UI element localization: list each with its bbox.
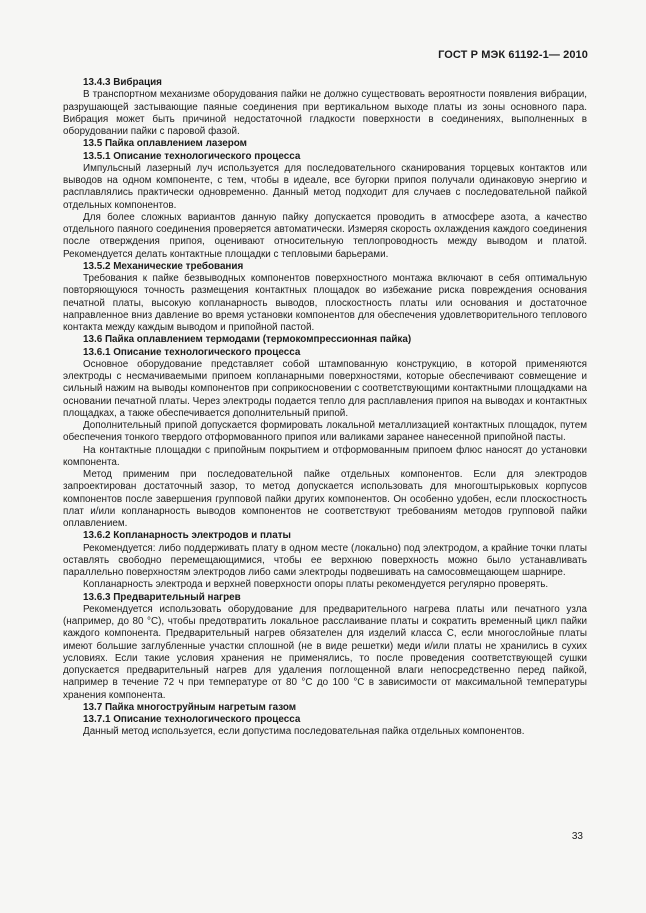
paragraph: На контактные площадки с припойным покрытием и отформованным припоем флюс наносят до установки компонента. (63, 444, 587, 468)
paragraph: Метод применим при последовательной пайке отдельных компонентов. Если для электродов запроектирован достаточный зазор, то метод допускается использовать для многоштырьковых корпусов компонентов после завершения групповой пайки других компонентов. Он особенно удобен, если плоскостность плат и/или копланарность выводов компонентов не соответствуют требованиям методов групповой пайки оплавлением. (63, 469, 587, 529)
section-heading: 13.6 Пайка оплавлением термодами (термокомпрессионная пайка) (83, 334, 412, 346)
section-heading: 13.6.3 Предварительный нагрев (83, 591, 241, 603)
paragraph: Данный метод используется, если допустима последовательная пайка отдельных компонентов. (83, 726, 525, 738)
page-number: 33 (571, 831, 583, 842)
paragraph: Рекомендуется: либо поддерживать плату в одном месте (локально) под электродом, а крайние точки платы оставлять свободно перемещающимися, чтобы ее верхнюю поверхность можно было устанавливать параллельно поверхностям электродов либо сами электроды подвешивать на самосовмещающем шарнире. (63, 542, 587, 578)
paragraph: Импульсный лазерный луч используется для последовательного сканирования торцевых контактов или выводов на одном компоненте, с тем, чтобы в идеале, все бугорки припоя получали одинаковую энергию и расплавлялись практически одновременно. Данный метод подходит для случаев с последовательной пайкой отдельных компонентов. (63, 162, 587, 211)
section-heading: 13.6.1 Описание технологического процесса (83, 346, 301, 358)
paragraph: В транспортном механизме оборудования пайки не должно существовать вероятности появления вибрации, разрушающей застывающие паяные соединения при вертикальном выходе платы из зоны основного пара. Вибрация может быть причиной недостаточной гладкости поверхности в соединениях, выполненных в оборудовании пайки с паровой фазой. (63, 89, 587, 137)
section-heading: 13.5 Пайка оплавлением лазером (83, 138, 247, 150)
paragraph: Для более сложных вариантов данную пайку допускается проводить в атмосфере азота, а качество отдельного паяного соединения проверяется автоматически. Измеряя скорость охлаждения каждого соединения после отверждения припоя, оценивают относительную теплопроводность между выводом и платой. Рекомендуется делать контактные площадки с тепловыми барьерами. (63, 211, 587, 260)
section-heading: 13.4.3 Вибрация (83, 77, 162, 88)
document-body (63, 77, 587, 739)
paragraph: Рекомендуется использовать оборудование для предварительного нагрева платы или печатного узла (например, до 80 °C), чтобы предотвратить локальное расслаивание платы и сократить временный цикл пайки каждого компонента. Предварительный нагрев обязателен для изделий класса С, если многослойные платы имеют большие заглубленные участки сплошной (не в виде решетки) меди и/или платы не хранились в сухих условиях. Если такие условия хранения не применялись, то после проведения соответствующей сушки допускается предварительный нагрев для удаления поглощенной влаги непосредственно перед пайкой, например в течение 72 ч при температуре от 80 °C до 100 °C в зависимости от максимальной температуры хранения компонента. (63, 603, 587, 701)
section-heading: 13.5.2 Механические требования (83, 260, 244, 272)
section-heading: 13.7 Пайка многоструйным нагретым газом (83, 701, 297, 713)
document-header: ГОСТ Р МЭК 61192-1— 2010 (438, 49, 588, 61)
paragraph: Основное оборудование представляет собой штампованную конструкцию, в которой применяются электроды с несмачиваемыми припоем копланарными поверхностями, которые обеспечивают совмещение и сильный нажим на выводы компонентов при соприкосновении с соответствующими контактными площадками на основании печатной платы. Через электроды подается тепло для расплавления припоя на выводах и контактных площадках, а также обеспечивается дополнительный припой. (63, 358, 587, 419)
section-heading: 13.6.2 Копланарность электродов и платы (83, 530, 291, 542)
paragraph: Дополнительный припой допускается формировать локальной металлизацией контактных площадок, путем обеспечения тонкого твердого отформованного припоя или валиками заранее нанесенной припойной пасты. (63, 420, 587, 444)
section-heading: 13.5.1 Описание технологического процесса (83, 150, 301, 162)
paragraph: Копланарность электрода и верхней поверхности опоры платы рекомендуется регулярно проверять. (83, 579, 549, 591)
paragraph: Требования к пайке безвыводных компонентов поверхностного монтажа включают в себя оптимальную повторяющуюся точность размещения контактных площадок во избежание риска повреждения основания печатной платы, высокую копланарность выводов, плоскостность платы или основания и достаточное направленное вниз давление во время установки компонентов для обеспечения удовлетворительного теплового контакта между каждым выводом и припойной пастой. (63, 273, 587, 333)
section-heading: 13.7.1 Описание технологического процесса (83, 714, 301, 725)
